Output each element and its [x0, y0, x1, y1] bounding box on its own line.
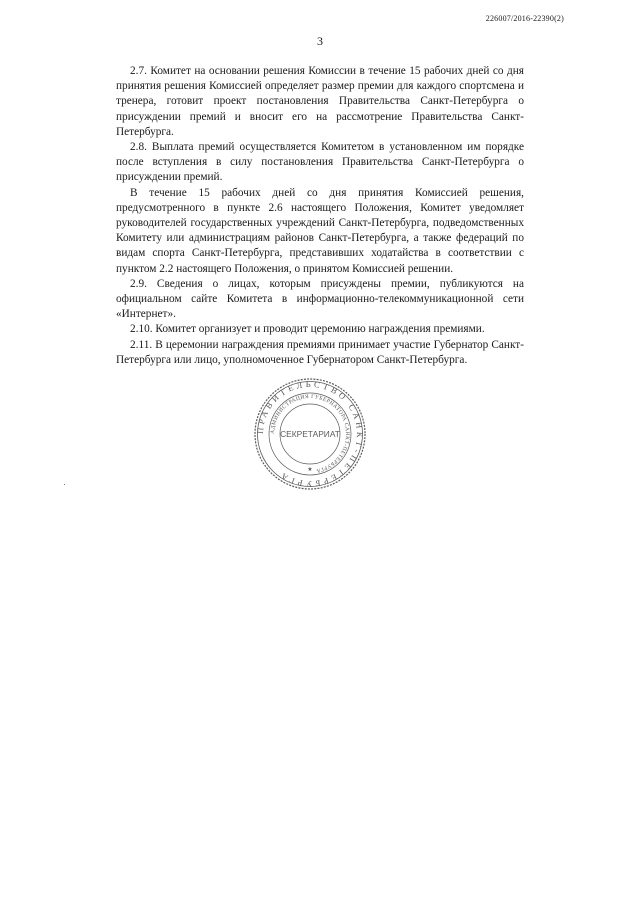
paragraph-2-7: 2.7. Комитет на основании решения Комиссии в течение 15 рабочих дней со дня принятия решения Комиссией определяет размер премии для каждого спортсмена и тренера, готовит проект постановления Правительства Санкт-Петербурга о присуждении премий и вносит его на рассмотрение Правительства Санкт-Петербурга.: [116, 65, 524, 138]
paragraph-2-8: 2.8. Выплата премий осуществляется Комитетом в установленном им порядке после вступления в силу постановления Правительства Санкт-Петербурга о присуждении премий.: [116, 141, 524, 184]
seal-graphic: [254, 378, 366, 490]
paragraph-2-9: 2.9. Сведения о лицах, которым присуждены премии, публикуются на официальном сайте Комитета в информационно-телекоммуникационной сети «Интернет».: [116, 277, 524, 321]
seal-star-icon: ★: [307, 466, 313, 473]
official-seal: [254, 378, 366, 490]
page-number: 3: [317, 34, 323, 48]
document-body: [116, 64, 524, 368]
paragraph-notification: В течение 15 рабочих дней со дня принятия Комиссией решения, предусмотренного в пункте 2.6 настоящего Положения, Комитет уведомляет руководителей государственных учреждений Санкт-Петербурга, подведомственных Комитету или администрациям районов Санкт-Петербурга, а также федераций по видам спорта Санкт-Петербурга, представивших ходатайства в соответствии с пунктом 2.2 настоящего Положения, о принятом Комиссией решении.: [116, 186, 524, 275]
paragraph-2-11: 2.11. В церемонии награждения премиями принимает участие Губернатор Санкт-Петербурга или лицо, уполномоченное Губернатором Санкт-Петербурга.: [116, 338, 524, 366]
paragraph-2-10: 2.10. Комитет организует и проводит церемонию награждения премиями.: [130, 323, 485, 336]
seal-inner-text: АДМИНИСТРАЦИЯ ГУБЕРНАТОРА САНКТ-ПЕТЕРБУРГА: [269, 393, 351, 474]
scan-artifact-dot: [64, 484, 65, 485]
seal-outer-text: ПРАВИТЕЛЬСТВО САНКТ-ПЕТЕРБУРГА: [254, 378, 366, 490]
document-id: 226007/2016-22390(2): [485, 14, 564, 23]
seal-center-text: СЕКРЕТАРИАТ: [280, 429, 340, 439]
